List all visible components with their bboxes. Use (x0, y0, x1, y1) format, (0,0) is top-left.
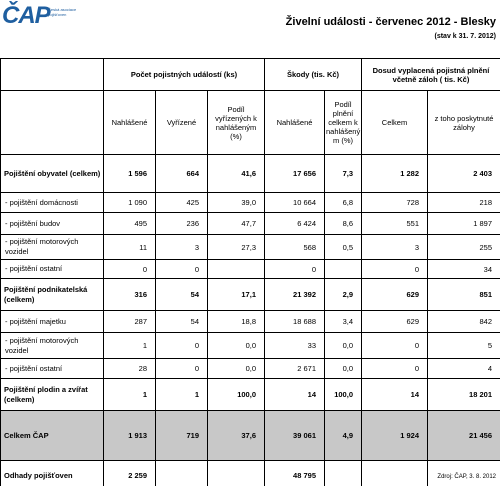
cell-paid-total: 1 282 (362, 155, 428, 193)
subheader-cell: Nahlášené (104, 91, 156, 155)
cell-settled: 236 (156, 213, 208, 235)
subheader-cell: Nahlášené (265, 91, 325, 155)
cell-settled: 1 (156, 379, 208, 411)
table-row (1, 155, 500, 193)
cell-settled-share: 47,7 (208, 213, 265, 235)
cell-damage-reported: 14 (265, 379, 325, 411)
cell-damage-reported: 6 424 (265, 213, 325, 235)
row-label: - pojištění budov (1, 213, 104, 235)
row-label: Celkem ČAP (1, 411, 104, 461)
table-row (1, 359, 500, 379)
cell-settled: 719 (156, 411, 208, 461)
cell-paid-total: 629 (362, 279, 428, 311)
statistics-table (0, 58, 500, 486)
table-row (1, 213, 500, 235)
cell-damage-reported: 18 688 (265, 311, 325, 333)
cell-reported: 28 (104, 359, 156, 379)
cell-advances: 21 456 (428, 411, 500, 461)
cell-settled: 54 (156, 279, 208, 311)
cell-settled-share: 0,0 (208, 333, 265, 359)
cell-paid-total: 0 (362, 333, 428, 359)
cell-reported: 316 (104, 279, 156, 311)
cell-advances: 34 (428, 260, 500, 279)
subheader-cell: z toho poskytnuté zálohy (428, 91, 500, 155)
cell-payment-share: 100,0 (325, 379, 362, 411)
cell-reported: 1 (104, 379, 156, 411)
subheader-cell: Vyřízené (156, 91, 208, 155)
cell-advances: 1 897 (428, 213, 500, 235)
cell-payment-share: 0,0 (325, 359, 362, 379)
cell-paid-total: 629 (362, 311, 428, 333)
cell-advances: 255 (428, 235, 500, 260)
cell-paid-total: 3 (362, 235, 428, 260)
cell-advances: 842 (428, 311, 500, 333)
cell-damage-reported: 10 664 (265, 193, 325, 213)
cell-damage-reported: 17 656 (265, 155, 325, 193)
cell-settled-share: 17,1 (208, 279, 265, 311)
source-note: Zdroj: ČAP, 3. 8. 2012 (437, 474, 496, 480)
cell-reported: 1 090 (104, 193, 156, 213)
cell-reported: 0 (104, 260, 156, 279)
table-row (1, 379, 500, 411)
subheader-cell: Podíl vyřízených k nahlášeným (%) (208, 91, 265, 155)
cell-damage-reported: 2 671 (265, 359, 325, 379)
subheader-cell: Podíl plnění celkem k nahlášený m (%) (325, 91, 362, 155)
table-row (1, 193, 500, 213)
cell-payment-share (325, 461, 362, 486)
cell-settled-share: 100,0 (208, 379, 265, 411)
header-payments: Dosud vyplacená pojistná plnění včetně záloh ( tis. Kč) (362, 59, 500, 91)
cell-paid-total: 0 (362, 260, 428, 279)
sub-header-row (1, 91, 500, 155)
logo-tagline: Česká asociace pojišťoven (48, 7, 77, 17)
table-body (1, 155, 500, 486)
cell-paid-total: 728 (362, 193, 428, 213)
cell-advances: 4 (428, 359, 500, 379)
cell-settled-share: 41,6 (208, 155, 265, 193)
cell-reported: 287 (104, 311, 156, 333)
cell-settled: 425 (156, 193, 208, 213)
row-label: - pojištění ostatní (1, 260, 104, 279)
cap-logo (2, 2, 92, 32)
cell-paid-total: 1 924 (362, 411, 428, 461)
row-label: Pojištění podnikatelská (celkem) (1, 279, 104, 311)
cell-reported: 1 913 (104, 411, 156, 461)
header-damages: Škody (tis. Kč) (265, 59, 362, 91)
page-subtitle: (stav k 31. 7. 2012) (434, 33, 496, 40)
table-row (1, 333, 500, 359)
cell-payment-share: 0,5 (325, 235, 362, 260)
cell-reported: 11 (104, 235, 156, 260)
logo-text: ČAP (2, 2, 50, 29)
corner-cell (1, 91, 104, 155)
table-row (1, 279, 500, 311)
cell-settled (156, 461, 208, 486)
cell-settled-share (208, 461, 265, 486)
page-title: Živelní události - červenec 2012 - Blesky (285, 16, 496, 28)
row-label: - pojištění majetku (1, 311, 104, 333)
cell-payment-share: 8,6 (325, 213, 362, 235)
row-label: - pojištění motorových vozidel (1, 235, 104, 260)
table-row (1, 311, 500, 333)
cell-payment-share: 6,8 (325, 193, 362, 213)
cell-settled: 0 (156, 333, 208, 359)
table-row-estimate (1, 461, 500, 486)
table-row (1, 235, 500, 260)
cell-reported: 1 (104, 333, 156, 359)
cell-payment-share (325, 260, 362, 279)
cell-reported: 1 596 (104, 155, 156, 193)
cell-paid-total (362, 461, 428, 486)
cell-damage-reported: 48 795 (265, 461, 325, 486)
cell-damage-reported: 568 (265, 235, 325, 260)
cell-paid-total: 14 (362, 379, 428, 411)
cell-settled-share: 0,0 (208, 359, 265, 379)
cell-payment-share: 3,4 (325, 311, 362, 333)
cell-paid-total: 0 (362, 359, 428, 379)
row-label: Pojištění obyvatel (celkem) (1, 155, 104, 193)
cell-payment-share: 4,9 (325, 411, 362, 461)
corner-cell (1, 59, 104, 91)
cell-settled: 0 (156, 260, 208, 279)
group-header-row (1, 59, 500, 91)
cell-damage-reported: 33 (265, 333, 325, 359)
cell-settled-share: 27,3 (208, 235, 265, 260)
subheader-cell: Celkem (362, 91, 428, 155)
cell-settled-share: 37,6 (208, 411, 265, 461)
cell-damage-reported: 39 061 (265, 411, 325, 461)
cell-reported: 2 259 (104, 461, 156, 486)
cell-paid-total: 551 (362, 213, 428, 235)
cell-advances: 851 (428, 279, 500, 311)
cell-payment-share: 7,3 (325, 155, 362, 193)
row-label: - pojištění domácnosti (1, 193, 104, 213)
cell-settled-share: 18,8 (208, 311, 265, 333)
row-label: - pojištění motorových vozidel (1, 333, 104, 359)
table-row-total (1, 411, 500, 461)
cell-settled: 0 (156, 359, 208, 379)
cell-settled: 3 (156, 235, 208, 260)
cell-advances: 5 (428, 333, 500, 359)
cell-advances: 18 201 (428, 379, 500, 411)
cell-settled: 664 (156, 155, 208, 193)
row-label: Pojištění plodin a zvířat (celkem) (1, 379, 104, 411)
table-row (1, 260, 500, 279)
cell-damage-reported: 21 392 (265, 279, 325, 311)
cell-damage-reported: 0 (265, 260, 325, 279)
row-label: - pojištění ostatní (1, 359, 104, 379)
row-label: Odhady pojišťoven (1, 461, 104, 486)
header-events: Počet pojistných událostí (ks) (104, 59, 265, 91)
cell-payment-share: 2,9 (325, 279, 362, 311)
cell-advances: 218 (428, 193, 500, 213)
cell-advances: 2 403 (428, 155, 500, 193)
cell-settled-share (208, 260, 265, 279)
cell-reported: 495 (104, 213, 156, 235)
cell-settled: 54 (156, 311, 208, 333)
cell-settled-share: 39,0 (208, 193, 265, 213)
cell-payment-share: 0,0 (325, 333, 362, 359)
